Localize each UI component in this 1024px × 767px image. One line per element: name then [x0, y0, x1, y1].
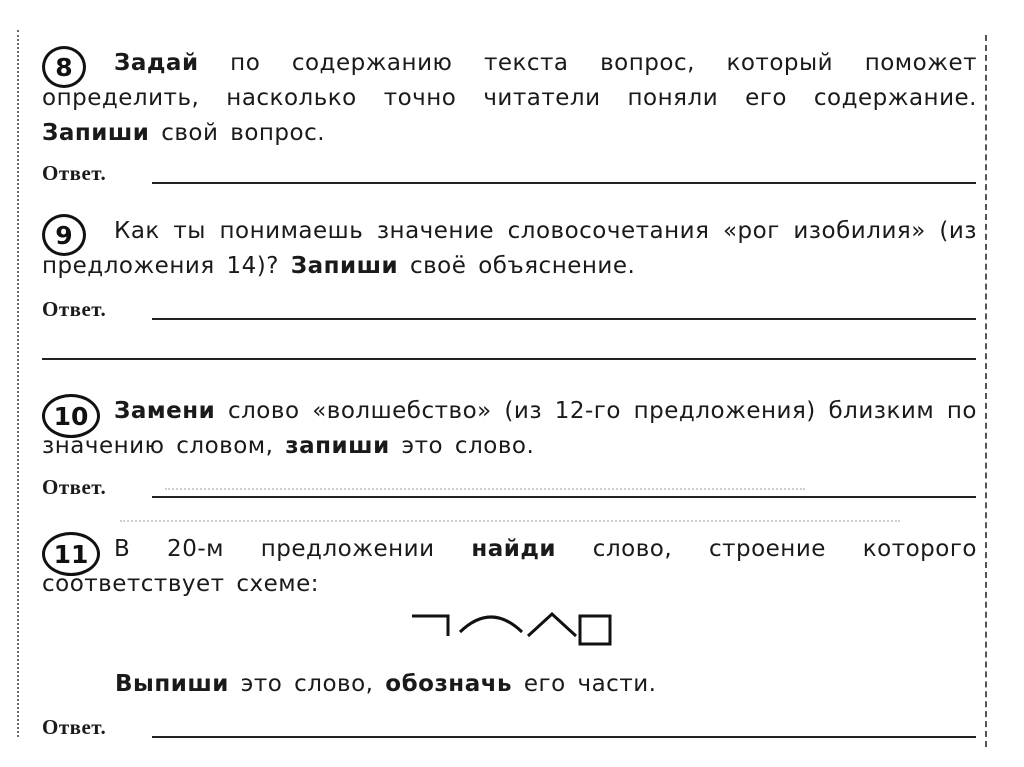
bold-verb: Запиши [290, 253, 399, 279]
text-run: это слово, [228, 671, 386, 697]
answer-label: Ответ. [42, 297, 107, 321]
task-10-text [42, 394, 977, 464]
task-number-badge: 10 [42, 394, 100, 438]
bold-verb: запиши [285, 433, 390, 459]
bold-verb: найди [471, 536, 557, 562]
task-11-text [42, 532, 977, 602]
task-number-badge: 9 [42, 214, 86, 256]
right-cut-line [985, 35, 987, 747]
answer-label: Ответ. [42, 161, 107, 185]
bold-verb: Задай [114, 50, 199, 76]
task-10-answer[interactable] [42, 468, 976, 500]
text-run: своё объяснение. [398, 253, 636, 279]
task-10 [42, 394, 977, 464]
task-8 [42, 46, 977, 151]
scan-noise [165, 488, 805, 490]
answer-line[interactable] [152, 318, 976, 320]
task-9-text [42, 214, 977, 284]
task-11 [42, 532, 977, 602]
text-run: это слово. [389, 433, 535, 459]
answer-line-extra[interactable] [42, 358, 976, 360]
bold-verb: Запиши [42, 120, 150, 146]
text-run: Как ты понимаешь значение словосочетания «рог изобилия» (из предложения 14)? [42, 218, 977, 279]
scan-noise [120, 520, 900, 522]
morpheme-scheme-icon [404, 606, 616, 650]
task-9 [42, 214, 977, 284]
task-11-followup [115, 667, 656, 702]
answer-label: Ответ. [42, 715, 107, 739]
task-8-text [42, 46, 977, 151]
text-run: свой вопрос. [149, 120, 326, 146]
task-11-answer[interactable] [42, 708, 976, 740]
text-run: слово, строение которого соответствует схеме: [42, 536, 977, 597]
answer-line[interactable] [152, 496, 976, 498]
bold-verb: Выпиши [115, 671, 229, 697]
task-number-badge: 8 [42, 46, 86, 88]
bold-verb: Замени [114, 398, 216, 424]
answer-line[interactable] [152, 182, 976, 184]
text-run: его части. [512, 671, 657, 697]
task-9-answer[interactable] [42, 290, 976, 322]
answer-label: Ответ. [42, 475, 107, 499]
answer-line[interactable] [152, 736, 976, 738]
task-number-badge: 11 [42, 532, 100, 576]
text-run: В 20-м предложении [114, 536, 472, 562]
left-cut-line [17, 30, 19, 737]
bold-verb: обозначь [385, 671, 513, 697]
text-run: по содержанию текста вопрос, который поможет определить, насколько точно читатели поняли его содержание. [42, 50, 977, 111]
task-8-answer[interactable] [42, 154, 976, 186]
text-run: слово «волшебство» (из 12-го предложения) близким по значению словом, [42, 398, 977, 459]
